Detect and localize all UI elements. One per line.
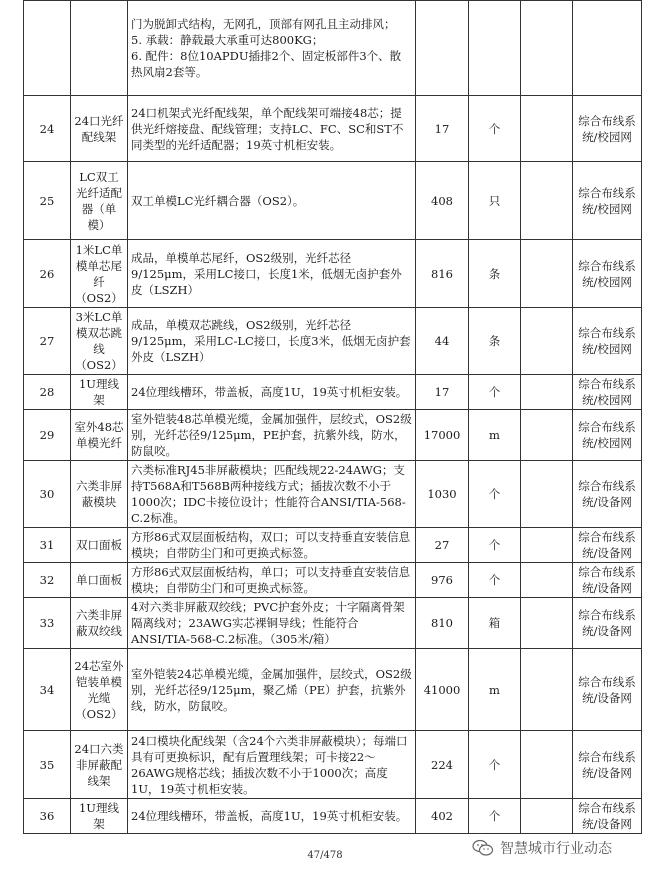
item-unit: 箱 bbox=[469, 598, 521, 649]
row-number: 26 bbox=[24, 240, 71, 308]
item-system: 综合布线系统/设备网 bbox=[573, 799, 642, 834]
item-unit: m bbox=[469, 410, 521, 461]
table-row bbox=[24, 799, 642, 834]
row-number: 29 bbox=[24, 410, 71, 461]
table-cell bbox=[521, 240, 573, 308]
continuation-line: 6. 配件：8位10APDU插排2个、固定板部件3个、散热风扇2套等。 bbox=[131, 49, 402, 79]
item-system: 综合布线系统/设备网 bbox=[573, 528, 642, 563]
table-cell bbox=[521, 1, 573, 96]
continuation-text bbox=[128, 1, 416, 96]
item-system: 综合布线系统/校园网 bbox=[573, 375, 642, 410]
item-description: 成品，单模双芯跳线，OS2级别，光纤芯径9/125μm，采用LC-LC接口，长度3米，低烟无卤护套外皮（LSZH） bbox=[128, 308, 416, 375]
item-description: 24位理线槽环，带盖板，高度1U，19英寸机柜安装。 bbox=[128, 375, 416, 410]
table-cell bbox=[521, 528, 573, 563]
table-cell bbox=[573, 1, 642, 96]
item-description: 方形86式双层面板结构，单口；可以支持垂直安装信息模块；自带防尘门和可更换式标签。 bbox=[128, 563, 416, 598]
row-number: 30 bbox=[24, 461, 71, 528]
item-quantity: 816 bbox=[416, 240, 469, 308]
item-quantity: 17000 bbox=[416, 410, 469, 461]
watermark bbox=[472, 838, 612, 858]
item-quantity: 17 bbox=[416, 375, 469, 410]
row-number: 28 bbox=[24, 375, 71, 410]
table-cell bbox=[521, 649, 573, 731]
item-system: 综合布线系统/校园网 bbox=[573, 96, 642, 162]
table-row bbox=[24, 308, 642, 375]
item-name: 六类非屏蔽模块 bbox=[71, 461, 128, 528]
row-number: 32 bbox=[24, 563, 71, 598]
item-name: 六类非屏蔽双绞线 bbox=[71, 598, 128, 649]
item-unit: 个 bbox=[469, 731, 521, 799]
item-unit: 只 bbox=[469, 162, 521, 240]
table-cell bbox=[521, 461, 573, 528]
item-quantity: 27 bbox=[416, 528, 469, 563]
item-system: 综合布线系统/设备网 bbox=[573, 649, 642, 731]
item-quantity: 408 bbox=[416, 162, 469, 240]
item-description: 成品，单模单芯尾纤，OS2级别，光纤芯径9/125μm，采用LC接口，长度1米，低烟无卤护套外皮（LSZH） bbox=[128, 240, 416, 308]
item-name: 1U理线架 bbox=[71, 375, 128, 410]
item-quantity: 17 bbox=[416, 96, 469, 162]
table-cell bbox=[521, 162, 573, 240]
table-body bbox=[24, 1, 642, 834]
item-name: 24口六类非屏蔽配线架 bbox=[71, 731, 128, 799]
item-system: 综合布线系统/设备网 bbox=[573, 598, 642, 649]
row-number: 35 bbox=[24, 731, 71, 799]
table-row bbox=[24, 598, 642, 649]
row-number: 27 bbox=[24, 308, 71, 375]
item-system: 综合布线系统/校园网 bbox=[573, 308, 642, 375]
item-name: 室外48芯单模光纤 bbox=[71, 410, 128, 461]
item-description: 24口机架式光纤配线架，单个配线架可端接48芯；提供光纤熔接盘、配线管理；支持LC、FC、SC和ST不同类型的光纤适配器；19英寸机柜安装。 bbox=[128, 96, 416, 162]
row-number: 33 bbox=[24, 598, 71, 649]
item-unit: 条 bbox=[469, 308, 521, 375]
item-quantity: 224 bbox=[416, 731, 469, 799]
table-cell bbox=[416, 1, 469, 96]
item-system: 综合布线系统/设备网 bbox=[573, 731, 642, 799]
item-system: 综合布线系统/校园网 bbox=[573, 240, 642, 308]
table-row bbox=[24, 528, 642, 563]
item-name: 24口光纤配线架 bbox=[71, 96, 128, 162]
item-system: 综合布线系统/校园网 bbox=[573, 162, 642, 240]
table-cell bbox=[71, 1, 128, 96]
equipment-table bbox=[23, 0, 642, 834]
item-name: LC双工光纤适配器（单模） bbox=[71, 162, 128, 240]
table-row bbox=[24, 461, 642, 528]
item-description: 4对六类非屏蔽双绞线；PVC护套外皮；十字隔离骨架隔离线对；23AWG实芯裸铜导线；性能符合ANSI/TIA-568-C.2标准。（305米/箱） bbox=[128, 598, 416, 649]
item-unit: 个 bbox=[469, 375, 521, 410]
page-number: 47/478 bbox=[307, 850, 343, 861]
wechat-icon bbox=[472, 839, 494, 857]
row-number: 34 bbox=[24, 649, 71, 731]
table-row bbox=[24, 731, 642, 799]
table-cell bbox=[521, 308, 573, 375]
item-description: 24口模块化配线架（含24个六类非屏蔽模块）；每端口具有可更换标识，配有后置理线架；可卡接22～26AWG规格芯线；插拔次数不小于1000次；高度1U，19英寸机柜安装。 bbox=[128, 731, 416, 799]
row-number: 24 bbox=[24, 96, 71, 162]
table-row bbox=[24, 240, 642, 308]
item-unit: 个 bbox=[469, 461, 521, 528]
item-description: 24位理线槽环，带盖板，高度1U，19英寸机柜安装。 bbox=[128, 799, 416, 834]
item-name: 单口面板 bbox=[71, 563, 128, 598]
continuation-row bbox=[24, 1, 642, 96]
item-name: 1U理线架 bbox=[71, 799, 128, 834]
item-quantity: 810 bbox=[416, 598, 469, 649]
item-name: 1米LC单模单芯尾纤（OS2） bbox=[71, 240, 128, 308]
table-cell bbox=[521, 799, 573, 834]
item-system: 综合布线系统/设备网 bbox=[573, 461, 642, 528]
table-cell bbox=[469, 1, 521, 96]
item-unit: 个 bbox=[469, 528, 521, 563]
table-row bbox=[24, 563, 642, 598]
item-name: 24芯室外铠装单模光缆（OS2） bbox=[71, 649, 128, 731]
item-unit: 个 bbox=[469, 563, 521, 598]
row-number: 31 bbox=[24, 528, 71, 563]
item-description: 双工单模LC光纤耦合器（OS2）。 bbox=[128, 162, 416, 240]
watermark-text: 智慧城市行业动态 bbox=[500, 841, 612, 857]
item-unit: 个 bbox=[469, 799, 521, 834]
table-cell bbox=[521, 375, 573, 410]
table-row bbox=[24, 96, 642, 162]
item-quantity: 976 bbox=[416, 563, 469, 598]
table-cell bbox=[521, 410, 573, 461]
item-description: 方形86式双层面板结构，双口；可以支持垂直安装信息模块；自带防尘门和可更换式标签。 bbox=[128, 528, 416, 563]
continuation-line: 门为脱卸式结构，无网孔，顶部有网孔且主动排风； bbox=[131, 17, 396, 31]
item-unit: 个 bbox=[469, 96, 521, 162]
table-cell bbox=[521, 731, 573, 799]
table-row bbox=[24, 375, 642, 410]
row-number: 36 bbox=[24, 799, 71, 834]
item-system: 综合布线系统/设备网 bbox=[573, 563, 642, 598]
item-system: 综合布线系统/校园网 bbox=[573, 410, 642, 461]
table-row bbox=[24, 410, 642, 461]
table-cell bbox=[521, 96, 573, 162]
row-number: 25 bbox=[24, 162, 71, 240]
item-name: 双口面板 bbox=[71, 528, 128, 563]
table-cell bbox=[521, 563, 573, 598]
item-name: 3米LC单模双芯跳线（OS2） bbox=[71, 308, 128, 375]
item-unit: m bbox=[469, 649, 521, 731]
table-cell bbox=[521, 598, 573, 649]
continuation-line: 5. 承载：静载最大承重可达800KG； bbox=[131, 33, 324, 47]
table-row bbox=[24, 649, 642, 731]
table-row bbox=[24, 162, 642, 240]
table-cell bbox=[24, 1, 71, 96]
item-description: 室外铠装48芯单模光缆，金属加强件，层绞式，OS2级别，光纤芯径9/125μm，PE护套，抗紫外线，防水，防鼠咬。 bbox=[128, 410, 416, 461]
item-quantity: 41000 bbox=[416, 649, 469, 731]
item-quantity: 402 bbox=[416, 799, 469, 834]
item-description: 室外铠装24芯单模光缆，金属加强件，层绞式，OS2级别，光纤芯径9/125μm，聚乙烯（PE）护套，抗紫外线，防水，防鼠咬。 bbox=[128, 649, 416, 731]
item-unit: 条 bbox=[469, 240, 521, 308]
item-description: 六类标准RJ45非屏蔽模块；匹配线规22-24AWG；支持T568A和T568B两种接线方式；插拔次数不小于1000次；IDC卡接位设计；性能符合ANSI/TIA-568-C.2标准。 bbox=[128, 461, 416, 528]
item-quantity: 44 bbox=[416, 308, 469, 375]
item-quantity: 1030 bbox=[416, 461, 469, 528]
